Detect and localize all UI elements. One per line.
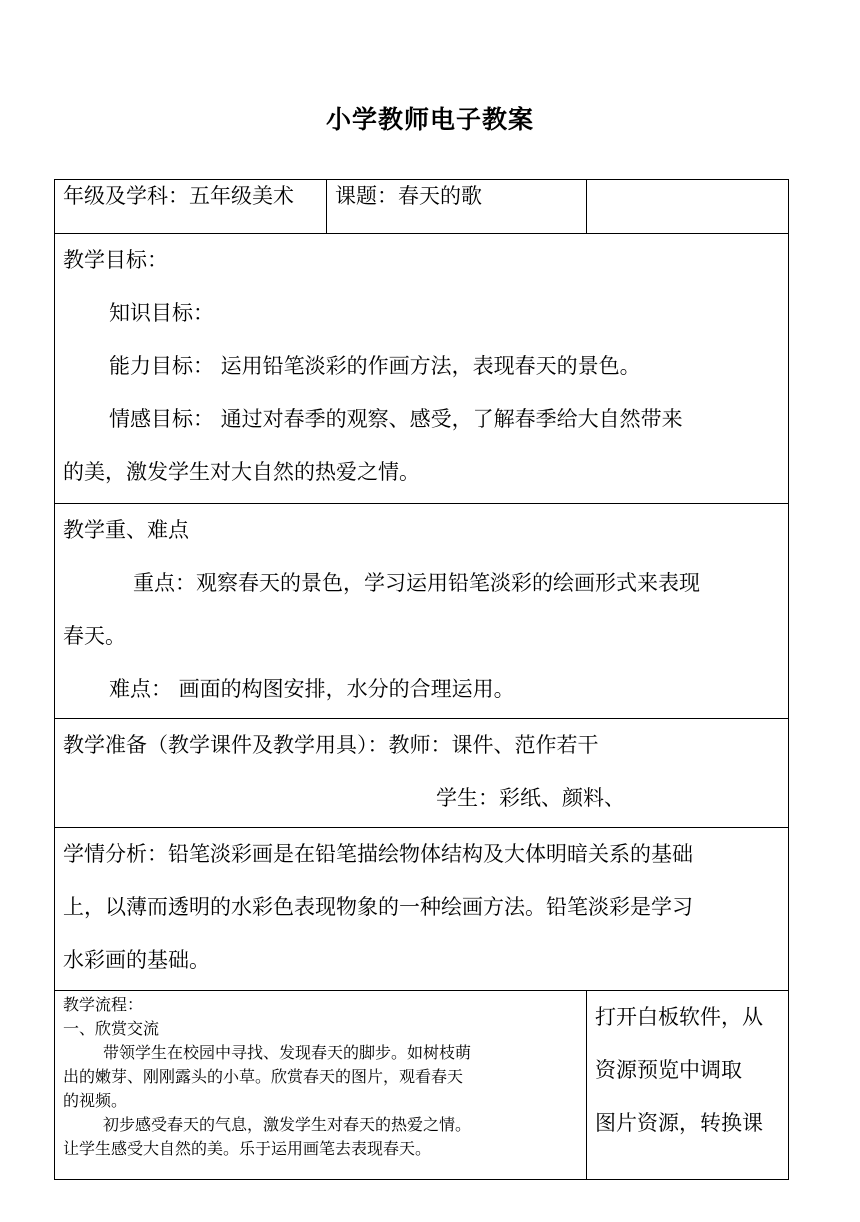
side-note-line1: 打开白板软件，从 [595, 1005, 763, 1029]
key-points-heading: 教学重、难点 [63, 518, 189, 542]
side-note-cell [587, 991, 789, 1180]
objectives-heading: 教学目标： [63, 248, 168, 272]
analysis-line3: 水彩画的基础。 [63, 948, 210, 972]
analysis-line1: 学情分析：铅笔淡彩画是在铅笔描绘物体结构及大体明暗关系的基础 [63, 842, 693, 866]
process-section1: 一、欣赏交流 [63, 1019, 160, 1038]
knowledge-objective: 知识目标： [109, 301, 214, 325]
process-para2-line1: 初步感受春天的气息，激发学生对春天的热爱之情。 [103, 1115, 472, 1134]
analysis-line2: 上，以薄而透明的水彩色表现物象的一种绘画方法。铅笔淡彩是学习 [63, 895, 693, 919]
lesson-topic: 课题：春天的歌 [335, 184, 482, 208]
key-points-cell [55, 504, 789, 719]
difficult-point: 难点： 画面的构图安排，水分的合理运用。 [109, 677, 515, 701]
objectives-cell [55, 234, 789, 504]
process-para1-line3: 的视频。 [63, 1091, 128, 1110]
empty-cell [587, 180, 789, 234]
process-para1-line1: 带领学生在校园中寻找、发现春天的脚步。如树枝萌 [103, 1043, 472, 1062]
grade-subject-cell [55, 180, 327, 234]
process-row [55, 991, 789, 1180]
preparation-cell [55, 719, 789, 828]
emotion-objective-line2: 的美，激发学生对大自然的热爱之情。 [63, 460, 420, 484]
preparation-row [55, 719, 789, 828]
lesson-plan-table [54, 179, 789, 1180]
process-para1-line2: 出的嫩芽、刚刚露头的小草。欣赏春天的图片，观看春天 [63, 1067, 464, 1086]
side-note-line2: 资源预览中调取 [595, 1058, 742, 1082]
header-row [55, 180, 789, 234]
analysis-row [55, 828, 789, 991]
page-title: 小学教师电子教案 [325, 105, 534, 134]
emotion-objective-line1: 情感目标： 通过对春季的观察、感受，了解春季给大自然带来 [109, 407, 683, 431]
grade-subject: 年级及学科：五年级美术 [63, 184, 294, 208]
analysis-cell [55, 828, 789, 991]
lesson-topic-cell [327, 180, 587, 234]
objectives-row [55, 234, 789, 504]
preparation-line1: 教学准备（教学课件及教学用具）：教师：课件、范作若干 [63, 733, 599, 757]
side-note-line3: 图片资源，转换课 [595, 1111, 763, 1135]
process-para2-line2: 让学生感受大自然的美。乐于运用画笔去表现春天。 [63, 1139, 432, 1158]
key-point-line2: 春天。 [63, 624, 126, 648]
key-point-line1: 重点：观察春天的景色，学习运用铅笔淡彩的绘画形式来表现 [133, 571, 700, 595]
ability-objective: 能力目标： 运用铅笔淡彩的作画方法，表现春天的景色。 [109, 354, 641, 378]
process-cell [55, 991, 587, 1180]
key-points-row [55, 504, 789, 719]
preparation-line2: 学生：彩纸、颜料、 [436, 786, 625, 810]
process-heading: 教学流程： [63, 995, 144, 1014]
